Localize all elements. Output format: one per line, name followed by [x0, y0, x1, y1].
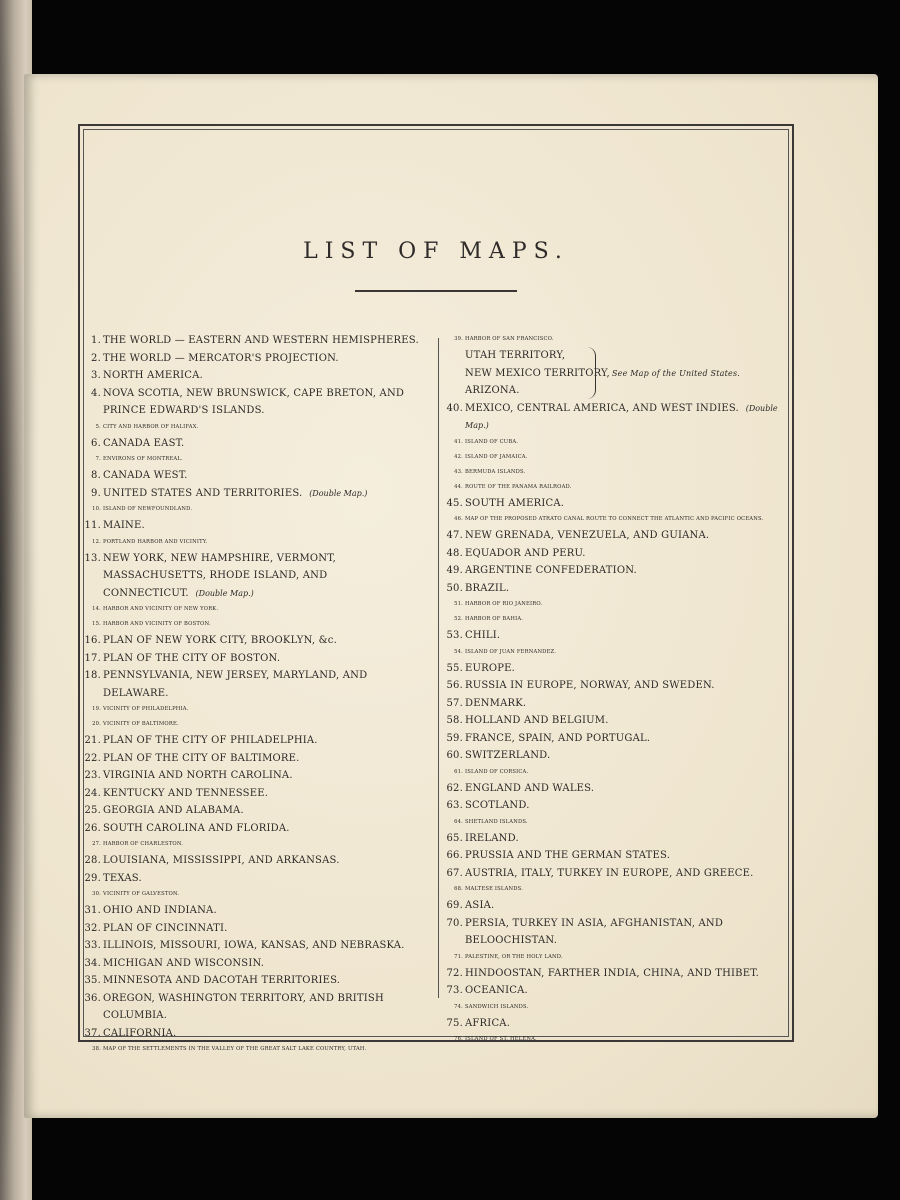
- map-number: 72.: [446, 967, 463, 979]
- map-number: 17.: [84, 652, 101, 664]
- map-number: 7.: [95, 456, 101, 462]
- map-entry: [444, 882, 790, 897]
- map-entry: [82, 650, 434, 668]
- map-title: VICINITY OF BALTIMORE.: [103, 721, 179, 727]
- map-title: PALESTINE, OR THE HOLY LAND.: [465, 953, 563, 960]
- map-number: 49.: [446, 565, 463, 576]
- map-number: 75.: [446, 1017, 463, 1029]
- map-title: HARBOR AND VICINITY OF BOSTON.: [103, 621, 211, 627]
- map-title: MICHIGAN AND WISCONSIN.: [103, 957, 265, 969]
- map-title: OREGON, WASHINGTON TERRITORY, AND BRITISH COLUMBIA.: [103, 992, 384, 1021]
- map-title: HOLLAND AND BELGIUM.: [465, 715, 609, 726]
- map-number: 4.: [91, 387, 101, 399]
- map-title: PLAN OF CINCINNATI.: [103, 922, 228, 934]
- map-number: 65.: [446, 832, 463, 844]
- map-number: 36.: [84, 992, 101, 1004]
- map-entry: [444, 830, 790, 848]
- map-entry: [82, 717, 434, 732]
- map-number: 58.: [446, 715, 463, 726]
- map-title: RUSSIA IN EUROPE, NORWAY, AND SWEDEN.: [465, 680, 715, 691]
- map-entry: [82, 702, 434, 717]
- map-number: 16.: [84, 635, 101, 646]
- map-number: 26.: [84, 822, 101, 834]
- map-number: 10.: [92, 506, 101, 512]
- map-title: ARGENTINE CONFEDERATION.: [465, 565, 637, 576]
- map-title: MAP OF THE PROPOSED ATRATO CANAL ROUTE TO CONNECT THE ATLANTIC AND PACIFIC OCEANS.: [465, 516, 764, 522]
- map-entry: [444, 512, 790, 527]
- map-entry: [82, 617, 434, 632]
- map-number: 3.: [91, 370, 101, 381]
- territory-item: NEW MEXICO TERRITORY,: [465, 367, 610, 379]
- map-number: 54.: [454, 648, 463, 655]
- map-number: 28.: [84, 855, 101, 866]
- map-number: 70.: [446, 917, 463, 929]
- map-title: AUSTRIA, ITALY, TURKEY IN EUROPE, AND GREECE.: [465, 867, 754, 879]
- map-entry: [444, 612, 790, 627]
- map-title: PLAN OF THE CITY OF BOSTON.: [103, 652, 281, 664]
- map-entry: [444, 797, 790, 815]
- map-entry: [82, 467, 434, 485]
- map-number: 31.: [84, 905, 101, 916]
- map-number: 59.: [446, 732, 463, 744]
- map-title: MALTESE ISLANDS.: [465, 886, 524, 892]
- map-number: 32.: [84, 922, 101, 934]
- map-title: DENMARK.: [465, 697, 527, 709]
- map-number: 53.: [446, 630, 463, 641]
- map-title: MAINE.: [103, 520, 145, 531]
- map-title: GEORGIA AND ALABAMA.: [103, 805, 244, 816]
- map-title: ISLAND OF JUAN FERNANDEZ.: [465, 648, 557, 655]
- map-number: 21.: [84, 735, 101, 746]
- map-entry: [444, 527, 790, 545]
- map-entry: [82, 435, 434, 453]
- map-entry: [82, 1025, 434, 1043]
- map-title: MEXICO, CENTRAL AMERICA, AND WEST INDIES.: [465, 402, 739, 414]
- map-entry: [444, 730, 790, 748]
- map-title: ISLAND OF ST. HELENA.: [465, 1036, 537, 1042]
- map-entry: [82, 852, 434, 870]
- map-number: 57.: [446, 697, 463, 709]
- map-entry: [444, 965, 790, 983]
- map-entry: [444, 982, 790, 1000]
- map-number: 5.: [95, 423, 101, 430]
- map-list-left: [82, 332, 434, 1057]
- map-entry: [82, 887, 434, 902]
- map-number: 69.: [446, 900, 463, 911]
- map-entry: [82, 485, 434, 503]
- map-note: (Double Map.): [465, 403, 778, 430]
- page-title: LIST OF MAPS.: [303, 238, 569, 264]
- map-number: 12.: [92, 538, 101, 545]
- map-entry: [82, 972, 434, 990]
- map-number: 13.: [84, 552, 101, 564]
- map-title: HINDOOSTAN, FARTHER INDIA, CHINA, AND THIBET.: [465, 967, 759, 979]
- map-entry: [444, 747, 790, 765]
- map-entry: [82, 517, 434, 535]
- curly-brace: [587, 347, 596, 399]
- map-title: MAP OF THE SETTLEMENTS IN THE VALLEY OF THE GREAT SALT LAKE COUNTRY, UTAH.: [103, 1046, 367, 1052]
- map-entry: [444, 950, 790, 965]
- map-entry: [82, 350, 434, 368]
- map-entry: [444, 597, 790, 612]
- map-entry: [444, 677, 790, 695]
- map-entry: [444, 915, 790, 950]
- map-title: IRELAND.: [465, 832, 519, 844]
- map-title: PENNSYLVANIA, NEW JERSEY, MARYLAND, AND DELAWARE.: [103, 670, 368, 699]
- map-number: 38.: [92, 1046, 101, 1052]
- map-number: 29.: [84, 872, 101, 884]
- map-number: 27.: [92, 841, 101, 847]
- map-title: CHILI.: [465, 630, 501, 641]
- map-entry: [82, 870, 434, 888]
- map-number: 24.: [84, 787, 101, 799]
- map-title: ROUTE OF THE PANAMA RAILROAD.: [465, 483, 572, 490]
- map-number: 46.: [454, 516, 463, 522]
- map-title: ENVIRONS OF MONTREAL.: [103, 456, 183, 462]
- map-number: 52.: [454, 616, 463, 622]
- map-number: 23.: [84, 770, 101, 781]
- map-number: 61.: [454, 768, 463, 775]
- title-rule: [355, 290, 517, 292]
- map-entry: [82, 750, 434, 768]
- map-title: BRAZIL.: [465, 582, 510, 594]
- column-divider: [438, 338, 439, 998]
- map-entry: [82, 990, 434, 1025]
- map-number: 56.: [446, 680, 463, 691]
- map-entry: [444, 695, 790, 713]
- map-entry: [82, 732, 434, 750]
- map-number: 25.: [84, 805, 101, 816]
- map-entry: [82, 550, 434, 603]
- map-entry: [444, 897, 790, 915]
- map-title: ASIA.: [465, 900, 495, 911]
- map-number: 39.: [454, 336, 463, 342]
- map-entry: [82, 955, 434, 973]
- map-entry: [82, 767, 434, 785]
- map-title: PLAN OF THE CITY OF PHILADELPHIA.: [103, 735, 318, 746]
- territory-group: [444, 347, 790, 400]
- map-entry: [82, 332, 434, 350]
- map-title: LOUISIANA, MISSISSIPPI, AND ARKANSAS.: [103, 855, 340, 866]
- map-title: OHIO AND INDIANA.: [103, 905, 217, 916]
- map-title: HARBOR OF CHARLESTON.: [103, 841, 184, 847]
- map-title: VICINITY OF GALVESTON.: [103, 891, 180, 897]
- map-number: 33.: [84, 940, 101, 951]
- map-number: 35.: [84, 975, 101, 986]
- map-number: 44.: [454, 483, 463, 490]
- territory-note: See Map of the United States.: [612, 369, 741, 378]
- map-number: 9.: [91, 487, 101, 499]
- map-title: UNITED STATES AND TERRITORIES.: [103, 487, 303, 499]
- map-title: CANADA WEST.: [103, 470, 188, 481]
- map-entry: [444, 765, 790, 780]
- map-title: PLAN OF NEW YORK CITY, BROOKLYN, &c.: [103, 635, 337, 646]
- map-title: PERSIA, TURKEY IN ASIA, AFGHANISTAN, AND BELOOCHISTAN.: [465, 917, 724, 946]
- map-number: 6.: [91, 437, 101, 449]
- map-entry: [444, 865, 790, 883]
- map-number: 66.: [446, 850, 463, 861]
- map-title: SWITZERLAND.: [465, 750, 551, 761]
- map-title: EUROPE.: [465, 662, 516, 674]
- map-entry: [82, 632, 434, 650]
- map-title: SCOTLAND.: [465, 800, 530, 811]
- map-entry: [444, 435, 790, 450]
- map-number: 47.: [446, 530, 463, 541]
- map-title: EQUADOR AND PERU.: [465, 547, 586, 559]
- map-title: ISLAND OF NEWFOUNDLAND.: [103, 506, 193, 512]
- map-number: 60.: [446, 750, 463, 761]
- map-entry: [82, 902, 434, 920]
- map-title: AFRICA.: [465, 1017, 511, 1029]
- map-entry: [444, 450, 790, 465]
- map-entry: [82, 385, 434, 420]
- map-title: ISLAND OF CUBA.: [465, 438, 519, 445]
- map-entry: [444, 1000, 790, 1015]
- territory-item: UTAH TERRITORY,: [465, 350, 566, 361]
- map-title: FRANCE, SPAIN, AND PORTUGAL.: [465, 732, 651, 744]
- map-entry: [444, 332, 790, 347]
- map-entry: [444, 545, 790, 563]
- map-entry: [444, 815, 790, 830]
- map-number: 1.: [91, 335, 101, 346]
- map-note: (Double Map.): [309, 488, 368, 498]
- map-number: 73.: [446, 985, 463, 996]
- map-number: 74.: [454, 1003, 463, 1010]
- map-title: MINNESOTA AND DACOTAH TERRITORIES.: [103, 975, 341, 986]
- map-title: OCEANICA.: [465, 985, 528, 996]
- map-number: 76.: [454, 1036, 463, 1042]
- map-entry: [444, 1032, 790, 1047]
- map-entry: [82, 502, 434, 517]
- map-number: 11.: [84, 520, 101, 531]
- map-title: HARBOR OF RIO JANEIRO.: [465, 601, 543, 607]
- map-entry: [82, 535, 434, 550]
- map-number: 50.: [446, 582, 463, 594]
- map-entry: [82, 452, 434, 467]
- map-title: SANDWICH ISLANDS.: [465, 1003, 529, 1010]
- map-entry: [444, 480, 790, 495]
- map-title: VIRGINIA AND NORTH CAROLINA.: [103, 770, 293, 781]
- map-number: 55.: [446, 662, 463, 674]
- map-title: SHETLAND ISLANDS.: [465, 818, 528, 825]
- map-entry: [82, 1042, 434, 1057]
- map-title: THE WORLD — MERCATOR'S PROJECTION.: [103, 352, 339, 364]
- map-title: ISLAND OF JAMAICA.: [465, 453, 528, 460]
- map-title: NEW GRENADA, VENEZUELA, AND GUIANA.: [465, 530, 710, 541]
- map-entry: [82, 937, 434, 955]
- map-entry: [444, 847, 790, 865]
- territory-item: ARIZONA.: [465, 385, 520, 396]
- map-number: 34.: [84, 957, 101, 969]
- map-title: SOUTH CAROLINA AND FLORIDA.: [103, 822, 290, 834]
- map-title: NORTH AMERICA.: [103, 370, 203, 381]
- map-entry: [82, 420, 434, 435]
- map-title: PLAN OF THE CITY OF BALTIMORE.: [103, 752, 300, 764]
- map-number: 14.: [92, 606, 101, 612]
- map-entry: [82, 802, 434, 820]
- map-title: CALIFORNIA.: [103, 1027, 177, 1039]
- map-title: NEW YORK, NEW HAMPSHIRE, VERMONT, MASSACHUSETTS, RHODE ISLAND, AND CONNECTICUT.: [103, 552, 337, 599]
- map-number: 41.: [454, 438, 463, 445]
- map-entry: [444, 712, 790, 730]
- map-number: 20.: [92, 721, 101, 727]
- map-entry: [444, 627, 790, 645]
- map-number: 2.: [91, 352, 101, 364]
- map-entry: [82, 602, 434, 617]
- map-entry: [444, 1015, 790, 1033]
- map-entry: [444, 580, 790, 598]
- map-list-right: [444, 332, 790, 1047]
- map-title: BERMUDA ISLANDS.: [465, 468, 526, 475]
- map-entry: [444, 465, 790, 480]
- map-number: 62.: [446, 782, 463, 794]
- map-number: 40.: [446, 402, 463, 414]
- map-entry: [444, 562, 790, 580]
- map-note: (Double Map.): [195, 588, 254, 598]
- map-number: 37.: [84, 1027, 101, 1039]
- map-title: CANADA EAST.: [103, 437, 185, 449]
- map-entry: [82, 367, 434, 385]
- map-number: 68.: [454, 886, 463, 892]
- map-title: HARBOR OF BAHIA.: [465, 616, 524, 622]
- map-number: 18.: [84, 670, 101, 681]
- map-title: SOUTH AMERICA.: [465, 497, 565, 509]
- map-entry: [444, 495, 790, 513]
- map-entry: [444, 645, 790, 660]
- map-title: HARBOR AND VICINITY OF NEW YORK.: [103, 606, 219, 612]
- map-number: 48.: [446, 547, 463, 559]
- map-number: 67.: [446, 867, 463, 879]
- map-number: 8.: [91, 470, 101, 481]
- map-title: HARBOR OF SAN FRANCISCO.: [465, 336, 554, 342]
- map-number: 45.: [446, 497, 463, 509]
- map-entry: [82, 667, 434, 702]
- map-number: 19.: [92, 706, 101, 712]
- map-title: ILLINOIS, MISSOURI, IOWA, KANSAS, AND NEBRASKA.: [103, 940, 405, 951]
- map-number: 64.: [454, 818, 463, 825]
- map-number: 22.: [84, 752, 101, 764]
- map-title: ENGLAND AND WALES.: [465, 782, 595, 794]
- map-number: 43.: [454, 468, 463, 475]
- map-title: NOVA SCOTIA, NEW BRUNSWICK, CAPE BRETON, AND PRINCE EDWARD'S ISLANDS.: [103, 387, 405, 416]
- map-number: 30.: [92, 891, 101, 897]
- map-title: PRUSSIA AND THE GERMAN STATES.: [465, 850, 671, 861]
- map-title: ISLAND OF CORSICA.: [465, 768, 529, 775]
- map-number: 71.: [454, 953, 463, 960]
- map-number: 15.: [92, 621, 101, 627]
- map-title: CITY AND HARBOR OF HALIFAX.: [103, 423, 199, 430]
- map-title: VICINITY OF PHILADELPHIA.: [103, 706, 189, 712]
- map-title: PORTLAND HARBOR AND VICINITY.: [103, 538, 208, 545]
- map-title: KENTUCKY AND TENNESSEE.: [103, 787, 269, 799]
- map-number: 42.: [454, 453, 463, 460]
- map-entry: [82, 920, 434, 938]
- map-entry: [82, 820, 434, 838]
- map-title: TEXAS.: [103, 872, 142, 884]
- map-entry: [82, 785, 434, 803]
- map-entry: [444, 660, 790, 678]
- map-number: 51.: [454, 601, 463, 607]
- map-number: 63.: [446, 800, 463, 811]
- map-entry: [82, 837, 434, 852]
- map-entry: [444, 400, 790, 435]
- map-entry: [444, 780, 790, 798]
- map-title: THE WORLD — EASTERN AND WESTERN HEMISPHERES.: [103, 335, 419, 346]
